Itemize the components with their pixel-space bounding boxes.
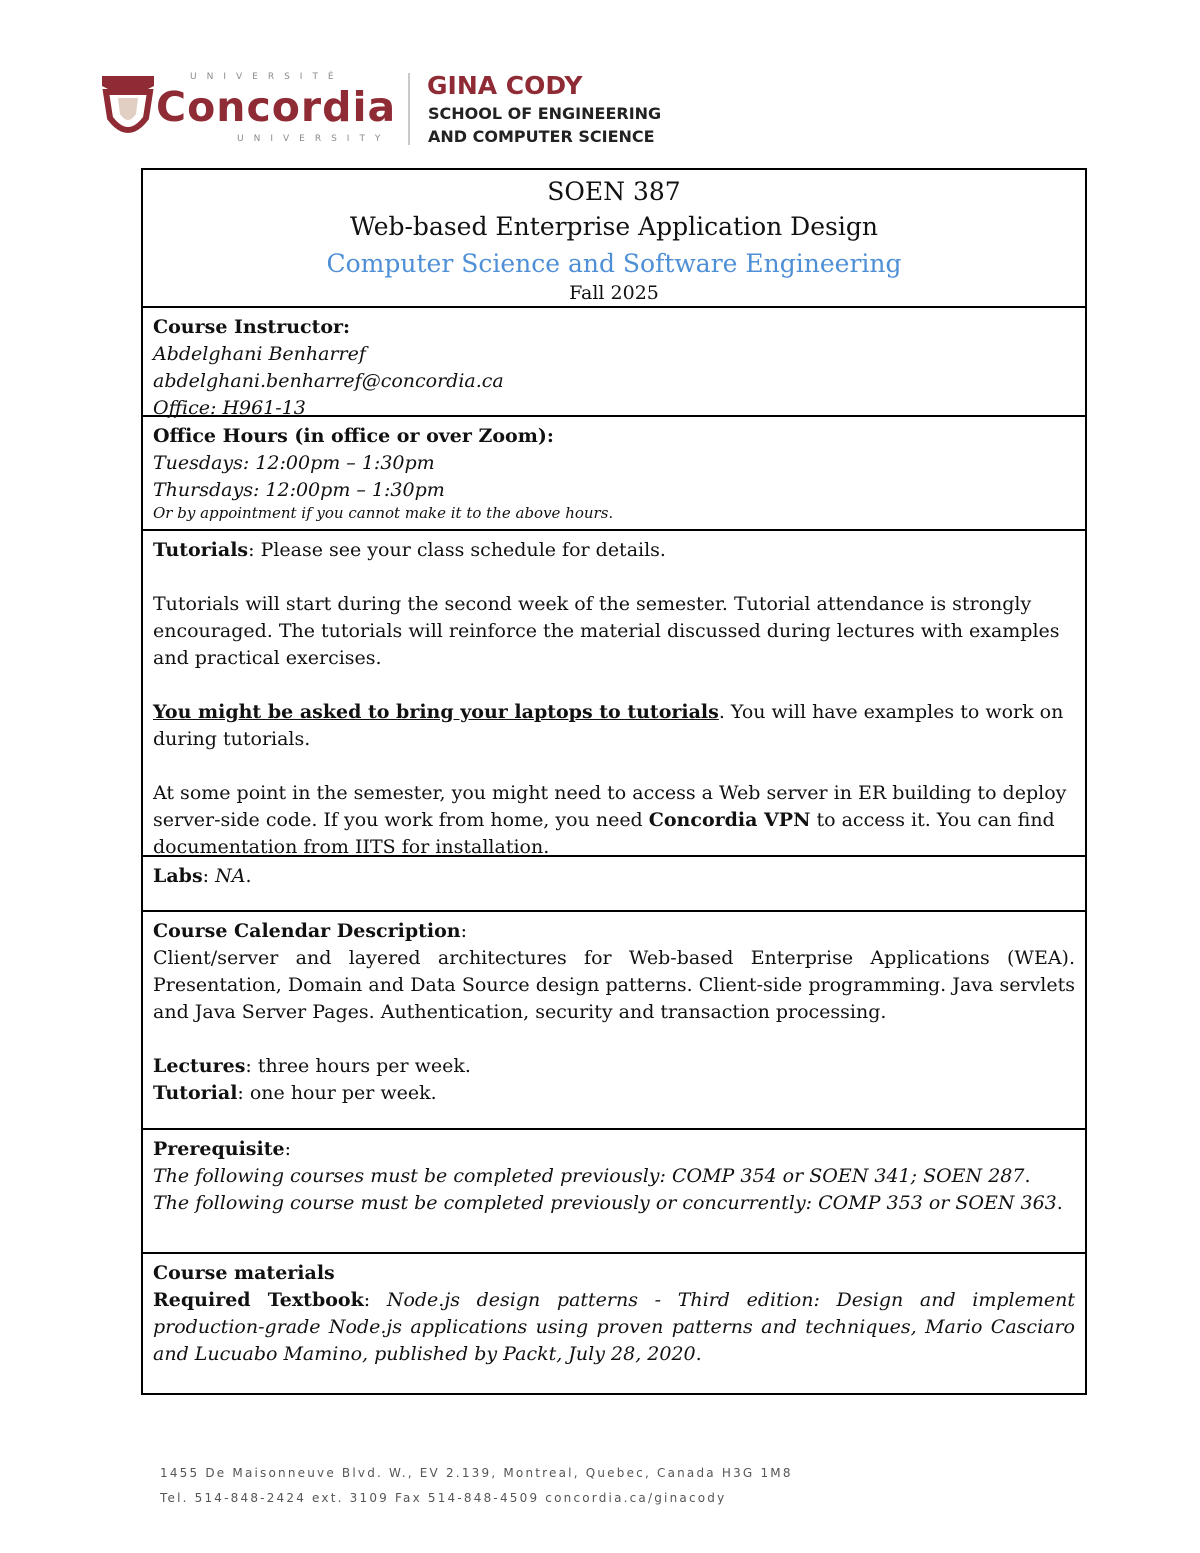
universite-text: UNIVERSITÉ	[190, 72, 344, 82]
textbook-end: .	[695, 1343, 702, 1365]
tutorials-label: Tutorials	[153, 539, 249, 561]
textbook-sep: :	[363, 1289, 387, 1311]
office-hours-label: Office Hours (in office or over Zoom):	[153, 425, 554, 447]
prerequisite-line-1-end: .	[1024, 1165, 1031, 1187]
course-materials-cell	[143, 1252, 1085, 1393]
laptop-paragraph	[153, 699, 1075, 753]
office-hours-tuesday: Tuesdays: 12:00pm – 1:30pm	[153, 452, 435, 474]
concordia-vpn: Concordia VPN	[648, 809, 811, 831]
logo-divider	[408, 73, 410, 145]
instructor-name: Abdelghani Benharref	[153, 343, 366, 365]
concordia-crest-icon	[96, 70, 160, 150]
tutorials-intro-text: : Please see your class schedule for details.	[248, 539, 666, 561]
web-server-text-end: to access it. You can find documentation from IITS for installation.	[153, 809, 1055, 858]
instructor-cell	[143, 306, 1085, 419]
course-term: Fall 2025	[569, 282, 659, 304]
calendar-label-sep: :	[460, 920, 468, 942]
instructor-email[interactable]: abdelghani.benharref@concordia.ca	[153, 370, 504, 392]
prerequisite-label: Prerequisite	[153, 1138, 285, 1160]
tutorials-intro	[153, 537, 1075, 564]
labs-separator: :	[202, 865, 216, 887]
prerequisite-line-1: The following courses must be completed previously: COMP 354 or SOEN 341; SOEN 287	[153, 1165, 1025, 1187]
prerequisite-line-2: The following course must be completed previously or concurrently: COMP 353 or SOEN 363	[153, 1192, 1057, 1214]
materials-label: Course materials	[153, 1262, 335, 1284]
office-hours-cell	[143, 415, 1085, 529]
labs-cell	[143, 855, 1085, 910]
calendar-description: Client/server and layered architectures for Web-based Enterprise Applications (WEA). Presentation, Domain and Data Source design patterns. Client-side programming. Java servlets and Java Server Pages. Authentication, security and transaction processing.	[153, 947, 1075, 1023]
course-code: SOEN 387	[547, 177, 681, 206]
instructor-office: Office: H961-13	[153, 397, 306, 419]
instructor-label: Course Instructor:	[153, 316, 351, 338]
web-server-text-start: At some point in the semester, you might need to access a Web server in ER building to deploy server-side code. If you work from home, you need	[153, 782, 1067, 831]
calendar-description-cell	[143, 910, 1085, 1128]
university-text: UNIVERSITY	[237, 134, 391, 144]
concordia-wordmark: Concordia	[156, 83, 397, 131]
prerequisite-line-2-end: .	[1056, 1192, 1063, 1214]
faculty-name: GINA CODY	[427, 71, 583, 100]
labs-label: Labs	[153, 865, 203, 887]
tutorial-label: Tutorial	[153, 1082, 238, 1104]
calendar-label: Course Calendar Description	[153, 920, 461, 942]
tutorial-value: : one hour per week.	[237, 1082, 437, 1104]
footer-address: 1455 De Maisonneuve Blvd. W., EV 2.139, Montreal, Quebec, Canada H3G 1M8	[160, 1466, 793, 1480]
footer-contact: Tel. 514-848-2424 ext. 3109 Fax 514-848-4509 concordia.ca/ginacody	[160, 1491, 727, 1505]
prerequisite-sep: :	[284, 1138, 291, 1160]
tutorials-cell	[143, 529, 1085, 858]
laptop-emphasis: You might be asked to bring your laptops to tutorials	[153, 701, 719, 723]
course-header-cell	[143, 170, 1085, 306]
course-title: Web-based Enterprise Application Design	[350, 212, 878, 241]
syllabus-table	[141, 168, 1087, 1395]
office-hours-note: Or by appointment if you cannot make it to the above hours.	[153, 504, 614, 522]
web-server-paragraph	[153, 780, 1075, 861]
prerequisite-cell	[143, 1128, 1085, 1252]
textbook-reference: Node.js design patterns - Third edition: Design and implement production-grade Node.js applications using proven patterns and techniques, Mario Casciaro and Lucuabo Mamino, published by Packt, July 28, 2020	[153, 1289, 1075, 1365]
office-hours-thursday: Thursdays: 12:00pm – 1:30pm	[153, 479, 445, 501]
lectures-label: Lectures	[153, 1055, 246, 1077]
school-name-line-2: AND COMPUTER SCIENCE	[428, 127, 655, 146]
department-name: Computer Science and Software Engineering	[326, 249, 902, 278]
labs-value: NA	[215, 865, 246, 887]
lectures-value: : three hours per week.	[245, 1055, 471, 1077]
laptop-rest: . You will have examples to work on during tutorials.	[153, 701, 1064, 750]
textbook-label: Required Textbook	[153, 1289, 364, 1311]
labs-end: .	[245, 865, 252, 887]
school-name-line-1: SCHOOL OF ENGINEERING	[428, 104, 662, 123]
tutorials-paragraph: Tutorials will start during the second week of the semester. Tutorial attendance is strongly encouraged. The tutorials will reinforce the material discussed during lectures with examples and practical exercises.	[153, 593, 1060, 669]
